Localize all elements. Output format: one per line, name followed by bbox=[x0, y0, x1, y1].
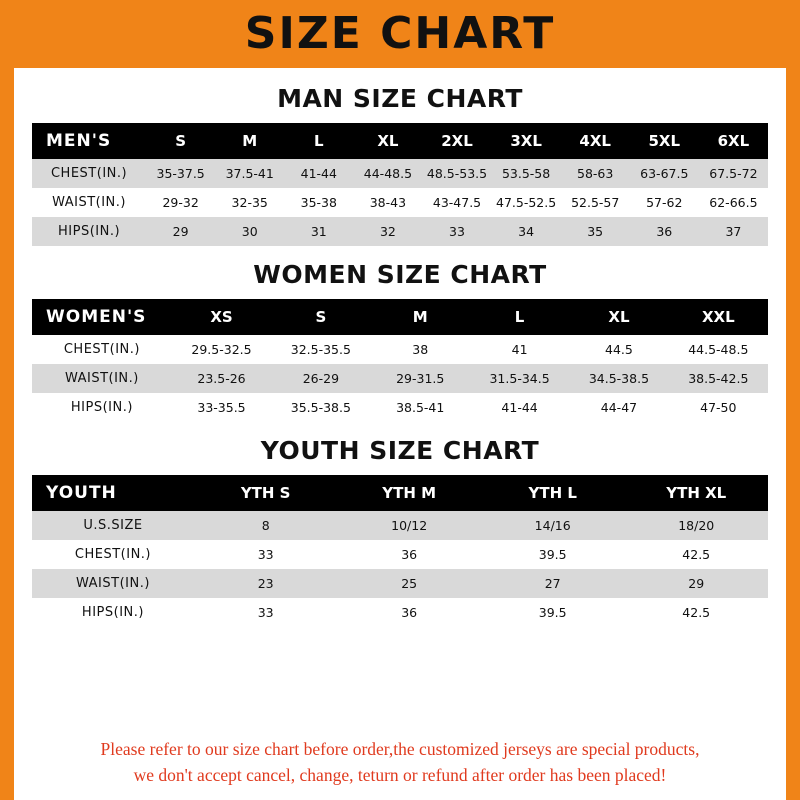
youth-row-2-label: WAIST(IN.) bbox=[32, 569, 194, 598]
table-row bbox=[32, 335, 768, 364]
men-cell-0-3: 41-44 bbox=[284, 159, 353, 188]
women-cell-0-2: 32.5-35.5 bbox=[271, 335, 370, 364]
youth-cell-3-2: 36 bbox=[337, 598, 481, 627]
table-row bbox=[32, 511, 768, 540]
women-table-body bbox=[32, 335, 768, 422]
table-row bbox=[32, 598, 768, 627]
men-cell-0-1: 35-37.5 bbox=[146, 159, 215, 188]
men-header-cell-2: M bbox=[215, 123, 284, 159]
men-table-body bbox=[32, 159, 768, 246]
section-title-man: MAN SIZE CHART bbox=[277, 84, 523, 113]
youth-cell-3-3: 39.5 bbox=[481, 598, 625, 627]
men-cell-0-8: 63-67.5 bbox=[630, 159, 699, 188]
women-cell-2-1: 33-35.5 bbox=[172, 393, 271, 422]
men-cell-1-8: 57-62 bbox=[630, 188, 699, 217]
youth-cell-0-2: 10/12 bbox=[337, 511, 481, 540]
women-header-cell-0: WOMEN'S bbox=[32, 299, 172, 335]
men-row-0-label: CHEST(IN.) bbox=[32, 159, 146, 188]
women-cell-1-3: 29-31.5 bbox=[371, 364, 470, 393]
men-cell-2-3: 31 bbox=[284, 217, 353, 246]
women-cell-1-6: 38.5-42.5 bbox=[669, 364, 768, 393]
footer-line-2: we don't accept cancel, change, teturn or refund after order has been placed! bbox=[133, 764, 667, 785]
men-cell-1-1: 29-32 bbox=[146, 188, 215, 217]
youth-row-3-label: HIPS(IN.) bbox=[32, 598, 194, 627]
youth-header-cell-2: YTH M bbox=[337, 475, 481, 511]
men-cell-0-5: 48.5-53.5 bbox=[422, 159, 491, 188]
men-header-cell-9: 6XL bbox=[699, 123, 768, 159]
youth-row-1-label: CHEST(IN.) bbox=[32, 540, 194, 569]
men-header-cell-0: MEN'S bbox=[32, 123, 146, 159]
youth-cell-1-2: 36 bbox=[337, 540, 481, 569]
women-row-2-label: HIPS(IN.) bbox=[32, 393, 172, 422]
men-cell-0-9: 67.5-72 bbox=[699, 159, 768, 188]
women-row-0-label: CHEST(IN.) bbox=[32, 335, 172, 364]
men-cell-1-7: 52.5-57 bbox=[561, 188, 630, 217]
men-table-header bbox=[32, 123, 768, 159]
women-cell-0-4: 41 bbox=[470, 335, 569, 364]
youth-cell-1-3: 39.5 bbox=[481, 540, 625, 569]
women-cell-1-1: 23.5-26 bbox=[172, 364, 271, 393]
men-row-1-label: WAIST(IN.) bbox=[32, 188, 146, 217]
men-cell-0-6: 53.5-58 bbox=[492, 159, 561, 188]
youth-row-0-label: U.S.SIZE bbox=[32, 511, 194, 540]
men-header-cell-7: 4XL bbox=[561, 123, 630, 159]
women-header-cell-2: S bbox=[271, 299, 370, 335]
women-cell-0-3: 38 bbox=[371, 335, 470, 364]
women-header-cell-3: M bbox=[371, 299, 470, 335]
women-cell-1-4: 31.5-34.5 bbox=[470, 364, 569, 393]
youth-cell-0-4: 18/20 bbox=[624, 511, 768, 540]
youth-cell-2-2: 25 bbox=[337, 569, 481, 598]
men-header-cell-5: 2XL bbox=[422, 123, 491, 159]
youth-cell-2-1: 23 bbox=[194, 569, 338, 598]
youth-cell-1-4: 42.5 bbox=[624, 540, 768, 569]
footer-note bbox=[14, 727, 786, 800]
women-cell-1-5: 34.5-38.5 bbox=[569, 364, 668, 393]
youth-size-table bbox=[32, 475, 768, 627]
women-cell-2-5: 44-47 bbox=[569, 393, 668, 422]
section-title-youth: YOUTH SIZE CHART bbox=[260, 436, 540, 465]
youth-cell-1-1: 33 bbox=[194, 540, 338, 569]
women-header-cell-1: XS bbox=[172, 299, 271, 335]
table-header-row bbox=[32, 475, 768, 511]
men-cell-1-4: 38-43 bbox=[353, 188, 422, 217]
content bbox=[14, 68, 786, 727]
men-cell-0-7: 58-63 bbox=[561, 159, 630, 188]
women-cell-0-1: 29.5-32.5 bbox=[172, 335, 271, 364]
men-cell-1-3: 35-38 bbox=[284, 188, 353, 217]
youth-header-cell-3: YTH L bbox=[481, 475, 625, 511]
women-row-1-label: WAIST(IN.) bbox=[32, 364, 172, 393]
table-header-row bbox=[32, 299, 768, 335]
men-cell-2-9: 37 bbox=[699, 217, 768, 246]
youth-table-header bbox=[32, 475, 768, 511]
women-cell-1-2: 26-29 bbox=[271, 364, 370, 393]
table-row bbox=[32, 540, 768, 569]
table-row bbox=[32, 188, 768, 217]
youth-header-cell-0: YOUTH bbox=[32, 475, 194, 511]
youth-cell-2-4: 29 bbox=[624, 569, 768, 598]
section-title-women: WOMEN SIZE CHART bbox=[253, 260, 547, 289]
table-header-row bbox=[32, 123, 768, 159]
men-header-cell-6: 3XL bbox=[492, 123, 561, 159]
men-cell-2-1: 29 bbox=[146, 217, 215, 246]
women-header-cell-5: XL bbox=[569, 299, 668, 335]
men-header-cell-4: XL bbox=[353, 123, 422, 159]
men-cell-2-8: 36 bbox=[630, 217, 699, 246]
table-row bbox=[32, 159, 768, 188]
men-cell-1-2: 32-35 bbox=[215, 188, 284, 217]
youth-cell-3-1: 33 bbox=[194, 598, 338, 627]
women-cell-2-4: 41-44 bbox=[470, 393, 569, 422]
women-cell-2-3: 38.5-41 bbox=[371, 393, 470, 422]
men-cell-2-2: 30 bbox=[215, 217, 284, 246]
men-cell-1-5: 43-47.5 bbox=[422, 188, 491, 217]
men-row-2-label: HIPS(IN.) bbox=[32, 217, 146, 246]
men-header-cell-1: S bbox=[146, 123, 215, 159]
youth-cell-2-3: 27 bbox=[481, 569, 625, 598]
youth-cell-3-4: 42.5 bbox=[624, 598, 768, 627]
page-title: SIZE CHART bbox=[244, 8, 556, 59]
women-header-cell-4: L bbox=[470, 299, 569, 335]
table-row bbox=[32, 217, 768, 246]
men-size-table bbox=[32, 123, 768, 246]
footer-line-1: Please refer to our size chart before order,the customized jerseys are special products, bbox=[100, 739, 700, 760]
men-cell-2-4: 32 bbox=[353, 217, 422, 246]
women-size-table bbox=[32, 299, 768, 422]
men-cell-1-9: 62-66.5 bbox=[699, 188, 768, 217]
women-cell-2-2: 35.5-38.5 bbox=[271, 393, 370, 422]
men-cell-2-6: 34 bbox=[492, 217, 561, 246]
youth-header-cell-4: YTH XL bbox=[624, 475, 768, 511]
table-row bbox=[32, 364, 768, 393]
women-cell-0-6: 44.5-48.5 bbox=[669, 335, 768, 364]
youth-header-cell-1: YTH S bbox=[194, 475, 338, 511]
youth-table-body bbox=[32, 511, 768, 627]
table-row bbox=[32, 393, 768, 422]
men-header-cell-3: L bbox=[284, 123, 353, 159]
banner bbox=[14, 0, 786, 68]
youth-cell-0-3: 14/16 bbox=[481, 511, 625, 540]
men-cell-0-4: 44-48.5 bbox=[353, 159, 422, 188]
men-cell-0-2: 37.5-41 bbox=[215, 159, 284, 188]
men-cell-2-7: 35 bbox=[561, 217, 630, 246]
women-cell-0-5: 44.5 bbox=[569, 335, 668, 364]
men-cell-2-5: 33 bbox=[422, 217, 491, 246]
women-table-header bbox=[32, 299, 768, 335]
women-cell-2-6: 47-50 bbox=[669, 393, 768, 422]
youth-cell-0-1: 8 bbox=[194, 511, 338, 540]
women-header-cell-6: XXL bbox=[669, 299, 768, 335]
men-header-cell-8: 5XL bbox=[630, 123, 699, 159]
table-row bbox=[32, 569, 768, 598]
men-cell-1-6: 47.5-52.5 bbox=[492, 188, 561, 217]
